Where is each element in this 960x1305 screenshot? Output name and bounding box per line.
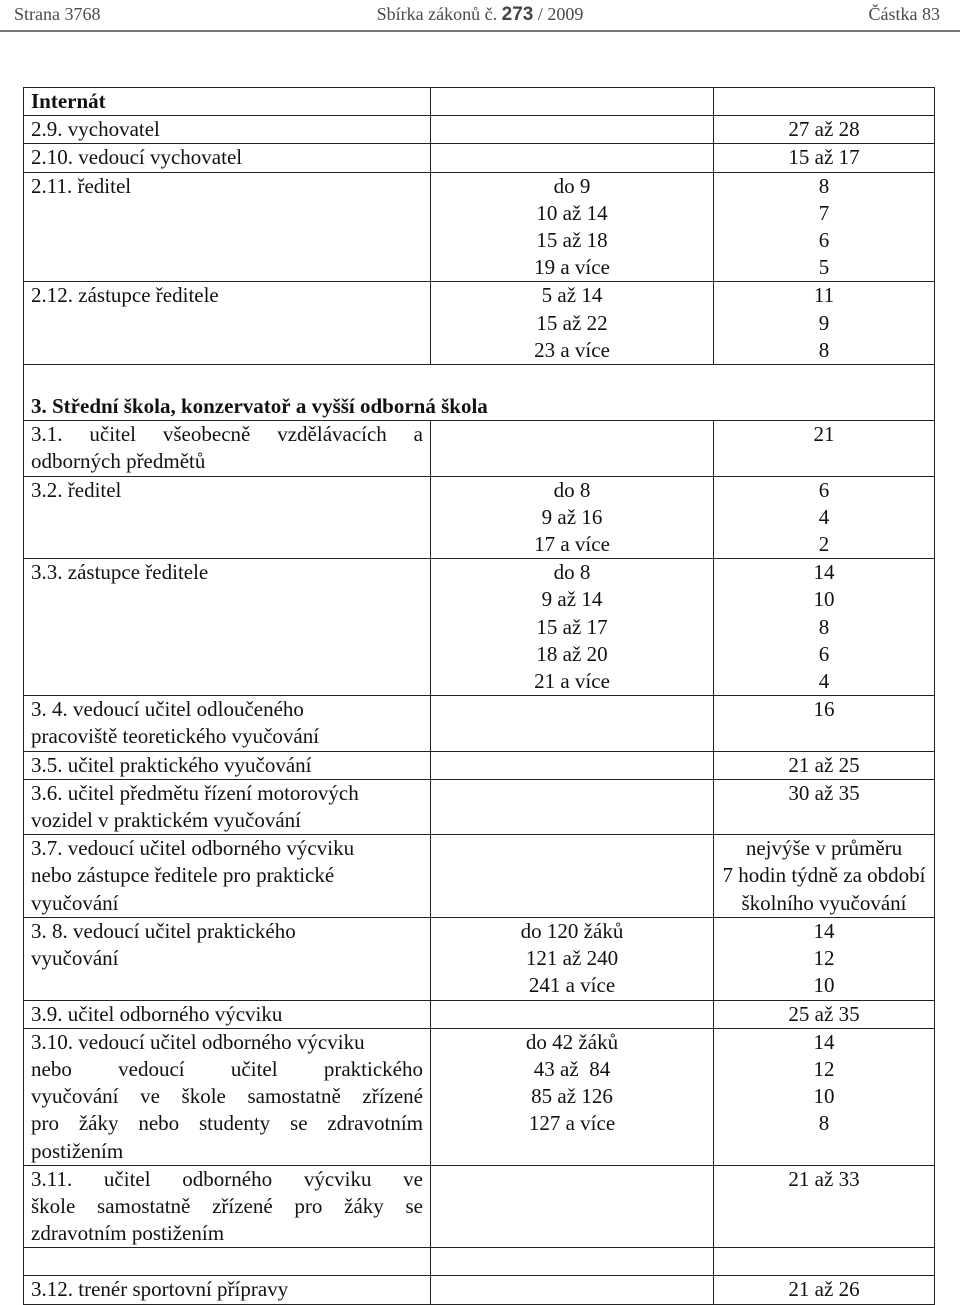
row-value: 16 [714, 696, 935, 751]
internat-heading: Internát [24, 88, 431, 116]
range: do 9 [553, 173, 591, 198]
range: 21 a více [534, 669, 610, 694]
label-line: zdravotním postižením [31, 1221, 225, 1246]
workload-table [23, 87, 935, 1305]
row-label: 2.9. vychovatel [24, 116, 431, 144]
row-value: 21 až 33 [714, 1165, 935, 1248]
range: do 42 žáků [525, 1029, 619, 1054]
range: 10 až 14 [536, 200, 608, 225]
label-line: pro žáky nebo studenty se zdravotním [31, 1111, 423, 1136]
label-line: 3.11. učitel odborného výcviku ve [31, 1166, 423, 1191]
label-line: 3.1. učitel všeobecně vzdělávacích a [31, 422, 423, 447]
label-line: postižením [31, 1138, 124, 1163]
value: 4 [818, 669, 830, 694]
label-line: 3. 8. vedoucí učitel praktického [31, 918, 296, 943]
table-row [24, 116, 935, 144]
value: 14 [813, 560, 835, 585]
label-line: 3. 4. vedoucí učitel odloučeného [31, 697, 304, 722]
value-cell [714, 1028, 935, 1165]
label-line: vyučování ve škole samostatně zřízené [31, 1084, 423, 1109]
label-line: nebo zástupce ředitele pro praktické [31, 863, 335, 888]
value: 5 [818, 255, 830, 280]
row-value: 27 až 28 [714, 116, 935, 144]
table-row [24, 1028, 935, 1165]
range-cell [431, 282, 714, 365]
label-line: 3.10. vedoucí učitel odborného výcviku [31, 1029, 365, 1054]
spacer-row [24, 1248, 935, 1276]
range: 5 až 14 [541, 283, 603, 308]
value: 8 [818, 337, 830, 362]
table-row [24, 779, 935, 834]
value: 14 [813, 1029, 835, 1054]
value: 12 [813, 1056, 835, 1081]
table-row [24, 751, 935, 779]
value: 10 [813, 587, 835, 612]
row-label: 3.2. ředitel [24, 476, 431, 559]
row-label: 2.11. ředitel [24, 172, 431, 282]
table-row [24, 1165, 935, 1248]
range: 121 až 240 [525, 946, 619, 971]
row-value: 21 až 26 [714, 1276, 935, 1304]
value-line: 7 hodin týdně za období [722, 863, 926, 888]
range: 15 až 22 [536, 310, 608, 335]
collection-year: / 2009 [537, 4, 584, 24]
row-label [24, 917, 431, 1000]
issue-number: Částka 83 [868, 4, 940, 24]
range: 9 až 16 [541, 504, 603, 529]
value: 12 [813, 946, 835, 971]
label-line: vyučování [31, 946, 119, 971]
range: 241 a více [528, 973, 616, 998]
row-label: 2.10. vedoucí vychovatel [24, 144, 431, 172]
value-cell [714, 835, 935, 918]
value: 4 [818, 504, 830, 529]
range-cell [431, 917, 714, 1000]
value: 10 [813, 1084, 835, 1109]
value: 6 [818, 228, 830, 253]
row-label: 3.5. učitel praktického vyučování [24, 751, 431, 779]
table-row [24, 1276, 935, 1304]
row-label [24, 779, 431, 834]
header-rule [0, 30, 960, 32]
value: 11 [813, 283, 835, 308]
row-value: 30 až 35 [714, 779, 935, 834]
row-label: 3.3. zástupce ředitele [24, 559, 431, 696]
label-line: škole samostatně zřízené pro žáky se [31, 1193, 423, 1218]
row-value: 21 [714, 421, 935, 476]
table-row [24, 144, 935, 172]
table-row [24, 476, 935, 559]
value-cell [714, 476, 935, 559]
value-cell [714, 282, 935, 365]
range: 17 a více [534, 532, 610, 557]
range: 9 až 14 [541, 587, 603, 612]
row-label [24, 1028, 431, 1165]
row-label [24, 696, 431, 751]
value-cell [714, 559, 935, 696]
range: 23 a více [534, 337, 610, 362]
value-cell [714, 917, 935, 1000]
label-line: odborných předmětů [31, 449, 206, 474]
range-cell [431, 559, 714, 696]
range: 15 až 17 [536, 614, 608, 639]
collection-number: 273 [501, 4, 534, 25]
row-label: 3.12. trenér sportovní přípravy [24, 1276, 431, 1304]
row-value: 25 až 35 [714, 1000, 935, 1028]
range: do 120 žáků [520, 918, 624, 943]
value: 10 [813, 973, 835, 998]
value-line: nejvýše v průměru [745, 836, 903, 861]
table-row [24, 835, 935, 918]
label-line: 3.7. vedoucí učitel odborného výcviku [31, 836, 355, 861]
page-header [0, 0, 960, 30]
row-label [24, 835, 431, 918]
table-row [24, 696, 935, 751]
table-row [24, 282, 935, 365]
range-cell [431, 1028, 714, 1165]
range: 85 až 126 [531, 1084, 613, 1109]
row-label [24, 421, 431, 476]
table-row [24, 1000, 935, 1028]
value-cell [714, 172, 935, 282]
range: 127 a více [528, 1111, 616, 1136]
range: 15 až 18 [536, 228, 608, 253]
value: 2 [818, 532, 830, 557]
section-heading-row [24, 365, 935, 421]
label-line: pracoviště teoretického vyučování [31, 724, 320, 749]
row-label: 2.12. zástupce ředitele [24, 282, 431, 365]
collection-prefix: Sbírka zákonů č. [376, 4, 498, 24]
row-label: 3.9. učitel odborného výcviku [24, 1000, 431, 1028]
row-label [24, 1165, 431, 1248]
table-row [24, 917, 935, 1000]
value: 14 [813, 918, 835, 943]
range: do 8 [553, 477, 591, 502]
value: 6 [818, 477, 830, 502]
value: 8 [818, 173, 830, 198]
range: 18 až 20 [536, 641, 608, 666]
range: do 8 [553, 560, 591, 585]
value: 6 [818, 641, 830, 666]
label-line: 3.6. učitel předmětu řízení motorových [31, 780, 359, 805]
table-row [24, 172, 935, 282]
row-value: 21 až 25 [714, 751, 935, 779]
range-cell [431, 172, 714, 282]
value: 7 [818, 200, 830, 225]
range-cell [431, 476, 714, 559]
range: 19 a více [534, 255, 610, 280]
value: 8 [818, 614, 830, 639]
range: 43 až 84 [533, 1056, 611, 1081]
collection-title [0, 4, 960, 26]
label-line: vyučování [31, 890, 119, 915]
label-line: nebo vedoucí učitel praktického [31, 1056, 423, 1081]
section-3-title: 3. Střední škola, konzervatoř a vyšší odborná škola [24, 365, 935, 421]
table-row [24, 88, 935, 116]
value: 8 [818, 1111, 830, 1136]
table-row [24, 421, 935, 476]
row-value: 15 až 17 [714, 144, 935, 172]
table-row [24, 559, 935, 696]
value-line: školního vyučování [741, 890, 907, 915]
value: 9 [818, 310, 830, 335]
page-number: Strana 3768 [14, 4, 101, 24]
label-line: vozidel v praktickém vyučování [31, 808, 301, 833]
